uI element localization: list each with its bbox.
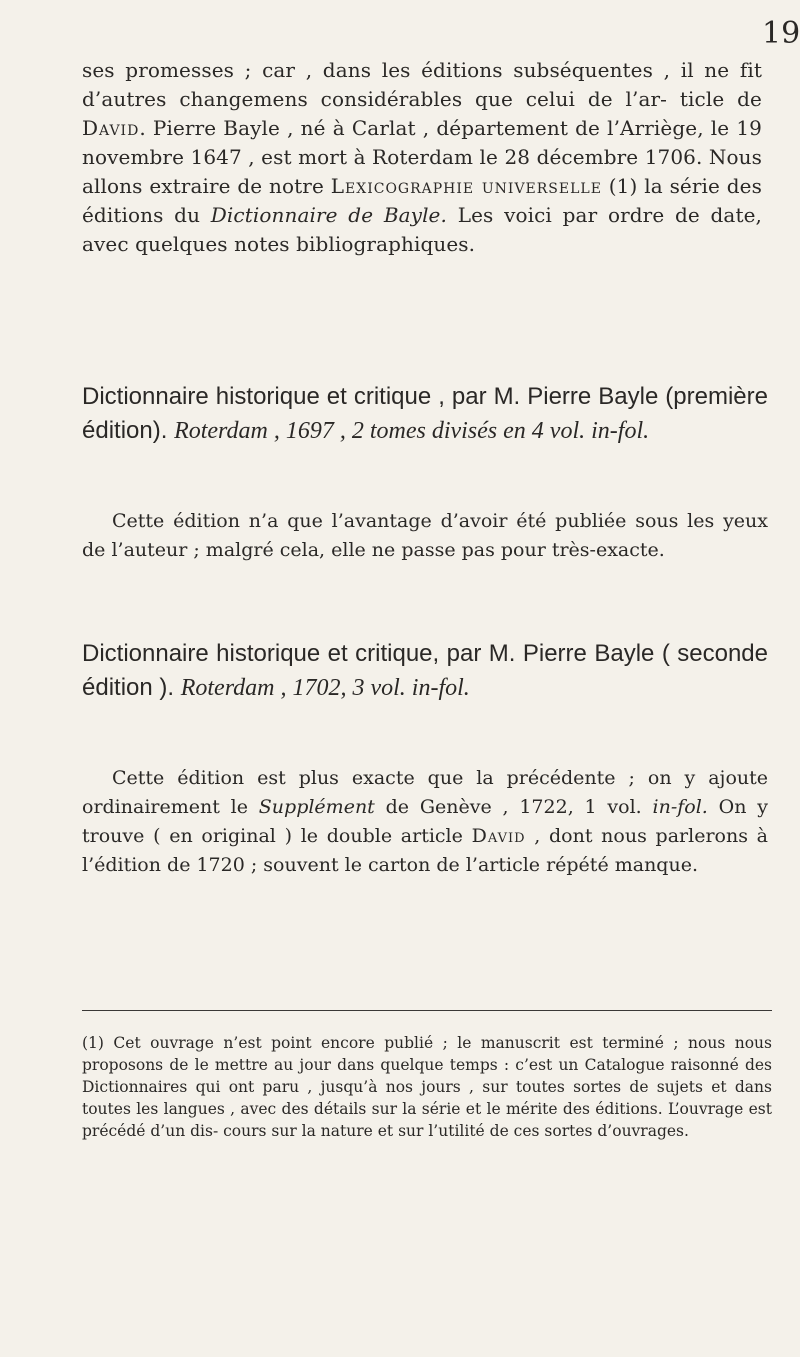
entry-1-title-imprint: Roterdam , 1697 , 2 tomes divisés en 4 vol. in-fol. [174,418,650,444]
entry-2-title [82,637,768,705]
entry-2-in-fol: in-fol. [652,796,708,818]
intro-dict-title: Dictionnaire de Bayle. [210,203,447,227]
entry-2-title-text: Dictionnaire historique et critique, par M. Pierre Bayle ( seconde édition ). [82,640,768,701]
intro-text-4: Les voici par ordre de date, avec quelques notes bibliographiques. [82,203,762,256]
footnote: (1) Cet ouvrage n’est point encore publié ; le manuscrit est terminé ; nous nous proposons de le mettre au jour dans quelque temps : c’est un Catalogue raisonné des Dictionnaires qui ont paru , jusqu’à nos jours , sur toutes sortes de sujets et dans toutes les langues , avec des détails sur la série et le mérite des éditions. L’ouvrage est précédé d’un dis- cours sur la nature et sur l’utilité de ces sortes d’ouvrages. [82,1034,772,1140]
intro-lexicographie: Lexicographie universelle [330,174,602,198]
entry-2-title-imprint: Roterdam , 1702, 3 vol. in-fol. [180,675,470,701]
footnote-rule [82,1010,772,1011]
entry-2-body-text-3: On y trouve ( en original ) le double article [82,796,768,847]
entry-2-body-text-4: , dont nous parlerons à l’édition de 1720 ; souvent le carton de l’article répété manque. [82,825,768,876]
entry-2-supplement: Supplément [258,796,375,818]
entry-1-title-text: Dictionnaire historique et critique , par M. Pierre Bayle (première édition). [82,383,768,444]
intro-paragraph [82,56,762,259]
entry-1-body [82,507,768,565]
intro-text-2: . Pierre Bayle , né à Carlat , département de l’Arriège, le 19 novembre 1647 , est mort à Roterdam le 28 décembre 1706. Nous allons extraire de notre [82,116,762,198]
entry-2-body-text-2: de Genève , 1722, 1 vol. [374,796,653,818]
intro-name-david: David [82,116,140,140]
entry-2-body-text-1: Cette édition est plus exacte que la précédente ; on y ajoute ordinairement le [82,767,768,818]
entry-2-name-david: David [471,825,526,847]
intro-text-3: (1) la série des éditions du [82,174,762,227]
entry-1-body-text: Cette édition n’a que l’avantage d’avoir été publiée sous les yeux de l’auteur ; malgré cela, elle ne passe pas pour très-exacte. [82,510,768,561]
page-number: 19 [762,16,800,51]
entry-2-body [82,764,768,880]
entry-1-title [82,380,768,448]
intro-text-1: ses promesses ; car , dans les éditions subséquentes , il ne fit d’autres changemens considérables que celui de l’ar- ticle de [82,58,762,111]
